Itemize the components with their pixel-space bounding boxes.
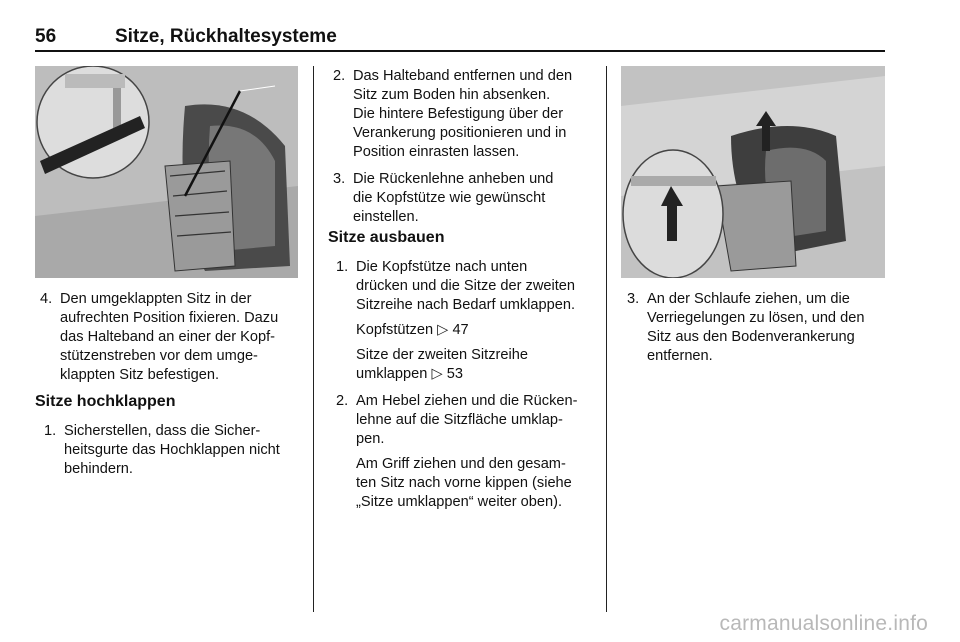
step-text-line: lehne auf die Sitzfläche umklap- xyxy=(356,412,563,428)
step-text-line: Sitz zum Boden hin absenken. xyxy=(353,87,551,103)
reference-text: Kopfstützen xyxy=(356,322,434,338)
list-item xyxy=(44,422,306,479)
list-item xyxy=(627,290,889,366)
figure-seat-removal xyxy=(621,66,885,278)
seat-removal-illustration xyxy=(621,66,885,278)
step-text-line: Am Hebel ziehen und die Rücken- xyxy=(356,393,578,409)
figure-seat-strap xyxy=(35,66,298,278)
step-text-line: drücken und die Sitze der zweiten xyxy=(356,278,576,294)
column-1-step-4 xyxy=(40,290,305,393)
chapter-title: Sitze, Rückhaltesysteme xyxy=(115,26,337,47)
page-reference-icon: ▷ xyxy=(431,366,443,382)
step-text-line: Verankerung positionieren und in xyxy=(353,125,567,141)
step-text-line: die Kopfstütze wie gewünscht xyxy=(353,190,546,206)
step-text-line: Am Griff ziehen und den gesam- xyxy=(356,456,566,472)
step-text-line: Die Kopfstütze nach unten xyxy=(356,259,528,275)
cross-reference-fold-seats[interactable] xyxy=(356,346,604,384)
step-number: 4. xyxy=(40,291,53,307)
step-number: 1. xyxy=(44,423,57,439)
column-2-removal-steps xyxy=(336,258,604,520)
page-number: 56 xyxy=(35,26,57,47)
step-text-line: Verriegelungen zu lösen, und den xyxy=(647,310,865,326)
step-text-line: Sitzreihe nach Bedarf umklappen. xyxy=(356,297,576,313)
step-text-line: pen. xyxy=(356,431,385,447)
column-divider-left xyxy=(313,66,314,612)
reference-page: 53 xyxy=(446,366,463,382)
step-text-line: Die hintere Befestigung über der xyxy=(353,106,564,122)
step-text-line: Sicherstellen, dass die Sicher- xyxy=(64,423,261,439)
reference-text: umklappen xyxy=(356,366,428,382)
step-text-line: behindern. xyxy=(64,461,133,477)
step-text-line: Die Rückenlehne anheben und xyxy=(353,171,554,187)
reference-page: 47 xyxy=(452,322,469,338)
watermark: carmanualsonline.info xyxy=(719,612,928,635)
page-reference-icon: ▷ xyxy=(437,322,449,338)
step-number: 2. xyxy=(336,393,349,409)
step-text-line: einstellen. xyxy=(353,209,419,225)
step-number: 2. xyxy=(333,68,346,84)
column-1-step-1 xyxy=(44,422,306,487)
section-heading-ausbauen: Sitze ausbauen xyxy=(328,229,445,246)
column-3-step xyxy=(627,290,889,374)
section-heading-hochklappen: Sitze hochklappen xyxy=(35,393,176,410)
step-text-line: heitsgurte das Hochklappen nicht xyxy=(64,442,280,458)
step-text-line: Das Halteband entfernen und den xyxy=(353,68,573,84)
step-text-line: Position einrasten lassen. xyxy=(353,144,520,160)
step-number: 1. xyxy=(336,259,349,275)
header-rule xyxy=(35,50,885,52)
step-text-line: klappten Sitz befestigen. xyxy=(60,367,220,383)
column-2-steps xyxy=(333,67,603,235)
page-header xyxy=(35,18,885,54)
step-text-line: Sitz aus den Bodenverankerung xyxy=(647,329,855,345)
step-text-line: Den umgeklappten Sitz in der xyxy=(60,291,252,307)
step-text-line: aufrechten Position fixieren. Dazu xyxy=(60,310,279,326)
step-paragraph xyxy=(356,455,604,512)
cross-reference-headrests[interactable] xyxy=(356,321,604,340)
step-text-line: entfernen. xyxy=(647,348,713,364)
list-item xyxy=(40,290,305,385)
step-text-line: stützenstreben vor dem umge- xyxy=(60,348,258,364)
reference-text: Sitze der zweiten Sitzreihe xyxy=(356,347,528,363)
list-item xyxy=(336,258,604,384)
list-item xyxy=(336,392,604,512)
seat-strap-illustration xyxy=(35,66,298,278)
step-text-line: ten Sitz nach vorne kippen (siehe xyxy=(356,475,572,491)
list-item xyxy=(333,170,603,227)
step-text-line: das Halteband an einer der Kopf- xyxy=(60,329,275,345)
list-item xyxy=(333,67,603,162)
column-divider-right xyxy=(606,66,607,612)
step-text-line: „Sitze umklappen“ weiter oben). xyxy=(356,494,563,510)
step-text-line: An der Schlaufe ziehen, um die xyxy=(647,291,850,307)
step-number: 3. xyxy=(333,171,346,187)
step-number: 3. xyxy=(627,291,640,307)
